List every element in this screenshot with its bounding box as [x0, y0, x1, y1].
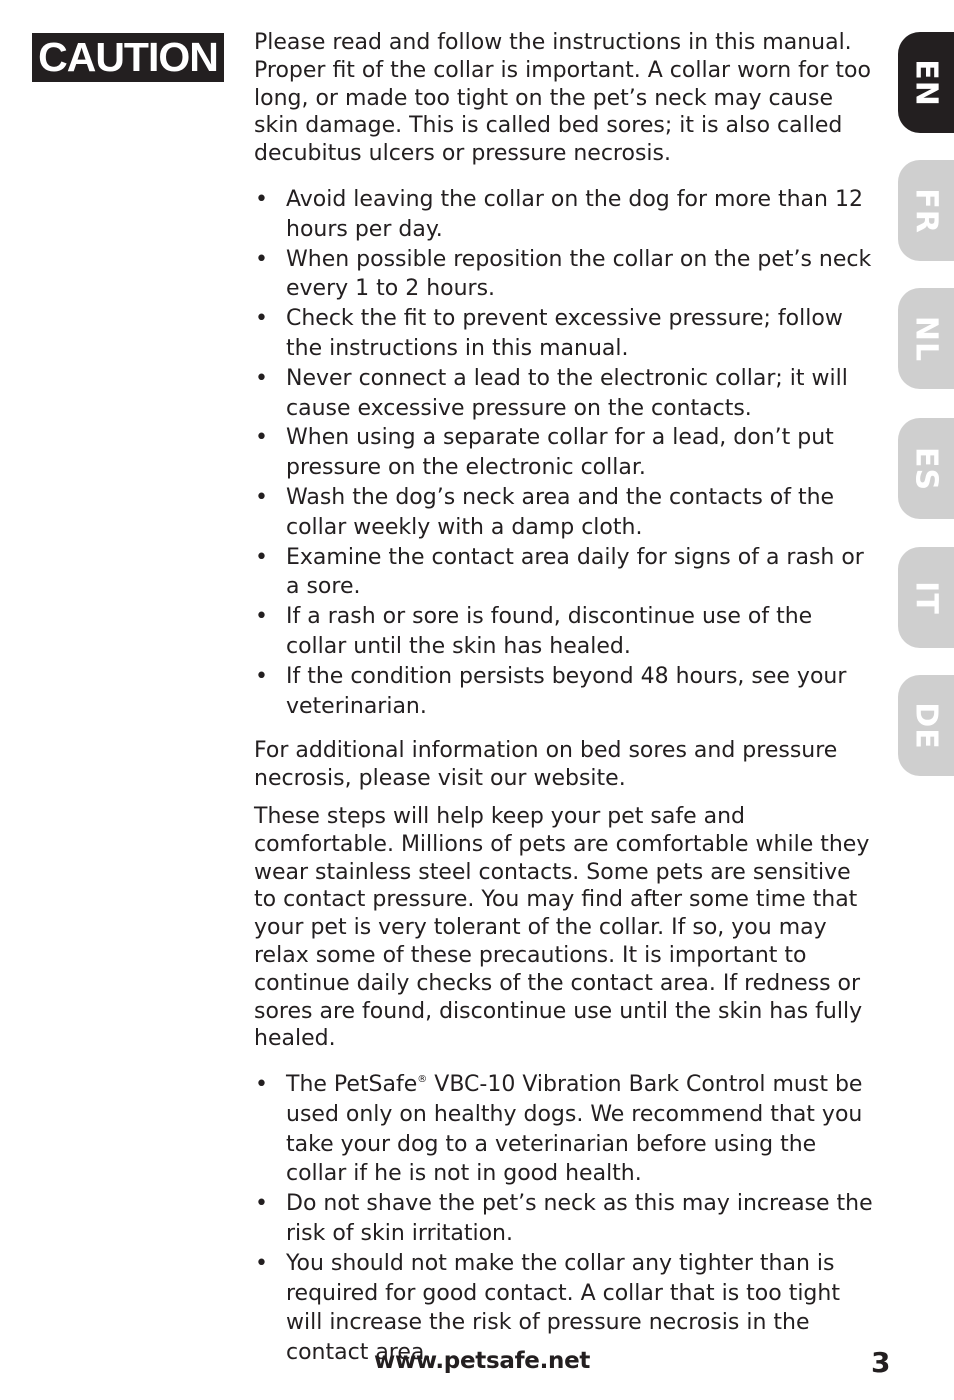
precautions-list [254, 185, 874, 721]
list-item-text-start: The PetSafe [286, 1072, 418, 1098]
list-item [254, 543, 874, 603]
bullet-dot: • [255, 306, 268, 332]
bullet-dot: • [255, 365, 268, 391]
language-tab-es[interactable] [898, 418, 954, 519]
bullet-dot: • [255, 425, 268, 451]
list-item-text: Wash the dog’s neck area and the contacts of the collar weekly with a damp cloth. [286, 484, 835, 540]
language-tab-label: ES [908, 446, 944, 491]
language-tab-label: FR [908, 187, 944, 234]
list-item [254, 602, 874, 662]
language-tab-label: DE [908, 701, 944, 750]
bullet-dot: • [255, 604, 268, 630]
bullet-dot: • [255, 1072, 268, 1098]
list-item-text: If the condition persists beyond 48 hours, see your veterinarian. [286, 663, 847, 719]
steps-paragraph: These steps will help keep your pet safe and comfortable. Millions of pets are comfortable while they wear stainless steel contacts. Some pets are sensitive to contact pressure. You may find after some time that your pet is very tolerant of the collar. If so, you may relax some of these precautions. It is important to continue daily checks of the contact area. If redness or sores are found, discontinue use until the skin has fully healed. [254, 803, 870, 1052]
list-item [254, 423, 874, 483]
bullet-dot: • [255, 484, 268, 510]
list-item [254, 304, 874, 364]
list-item [254, 483, 874, 543]
intro-paragraph: Please read and follow the instructions in this manual. Proper fit of the collar is important. A collar worn for too long, or made too tight on the pet’s neck may cause skin damage. This is called bed sores; it is also called decubitus ulcers or pressure necrosis. [254, 30, 871, 167]
list-item-text: Never connect a lead to the electronic collar; it will cause excessive pressure on the contacts. [286, 365, 848, 421]
list-item-text: Do not shave the pet’s neck as this may increase the risk of skin irritation. [286, 1191, 873, 1247]
list-item [254, 662, 874, 722]
list-item-text: Examine the contact area daily for signs of a rash or a sore. [286, 544, 864, 600]
page-number: 3 [871, 1346, 891, 1379]
bullet-dot: • [255, 544, 268, 570]
list-item-text: When possible reposition the collar on the pet’s neck every 1 to 2 hours. [286, 246, 872, 302]
language-tab-fr[interactable] [898, 160, 954, 261]
bullet-dot: • [255, 663, 268, 689]
registered-mark: ® [417, 1074, 428, 1086]
list-item [254, 364, 874, 424]
language-tab-label: NL [908, 315, 944, 362]
list-item-text: Avoid leaving the collar on the dog for more than 12 hours per day. [286, 186, 863, 242]
caution-heading: CAUTION [32, 33, 224, 82]
list-item [254, 245, 874, 305]
bullet-dot: • [255, 246, 268, 272]
language-tab-label: IT [908, 580, 944, 615]
list-item [254, 1070, 874, 1189]
language-tab-en[interactable] [898, 32, 954, 133]
list-item-text-rest: VBC-10 Vibration Bark Control must be used only on healthy dogs. We recommend that you take your dog to a veterinarian before using the collar if he is not in good health. [286, 1072, 863, 1187]
language-tab-it[interactable] [898, 547, 954, 648]
health-list [254, 1070, 874, 1368]
footer-website-link[interactable]: www.petsafe.net [374, 1348, 591, 1374]
list-item [254, 185, 874, 245]
bullet-dot: • [255, 1250, 268, 1276]
bullet-dot: • [255, 1191, 268, 1217]
additional-info-paragraph: For additional information on bed sores and pressure necrosis, please visit our website. [254, 738, 838, 792]
list-item-text: Check the fit to prevent excessive pressure; follow the instructions in this manual. [286, 306, 843, 361]
list-item-text: When using a separate collar for a lead, don’t put pressure on the electronic collar. [286, 425, 834, 481]
language-tab-de[interactable] [898, 675, 954, 776]
list-item-text: You should not make the collar any tighter than is required for good contact. A collar that is too tight will increase the risk of pressure necrosis in the contact area. [286, 1250, 840, 1366]
list-item [254, 1189, 874, 1249]
list-item-text: If a rash or sore is found, discontinue use of the collar until the skin has healed. [286, 604, 813, 659]
language-tab-label: EN [908, 58, 944, 107]
main-content [254, 29, 874, 1368]
language-tab-nl[interactable] [898, 288, 954, 389]
bullet-dot: • [255, 186, 268, 212]
